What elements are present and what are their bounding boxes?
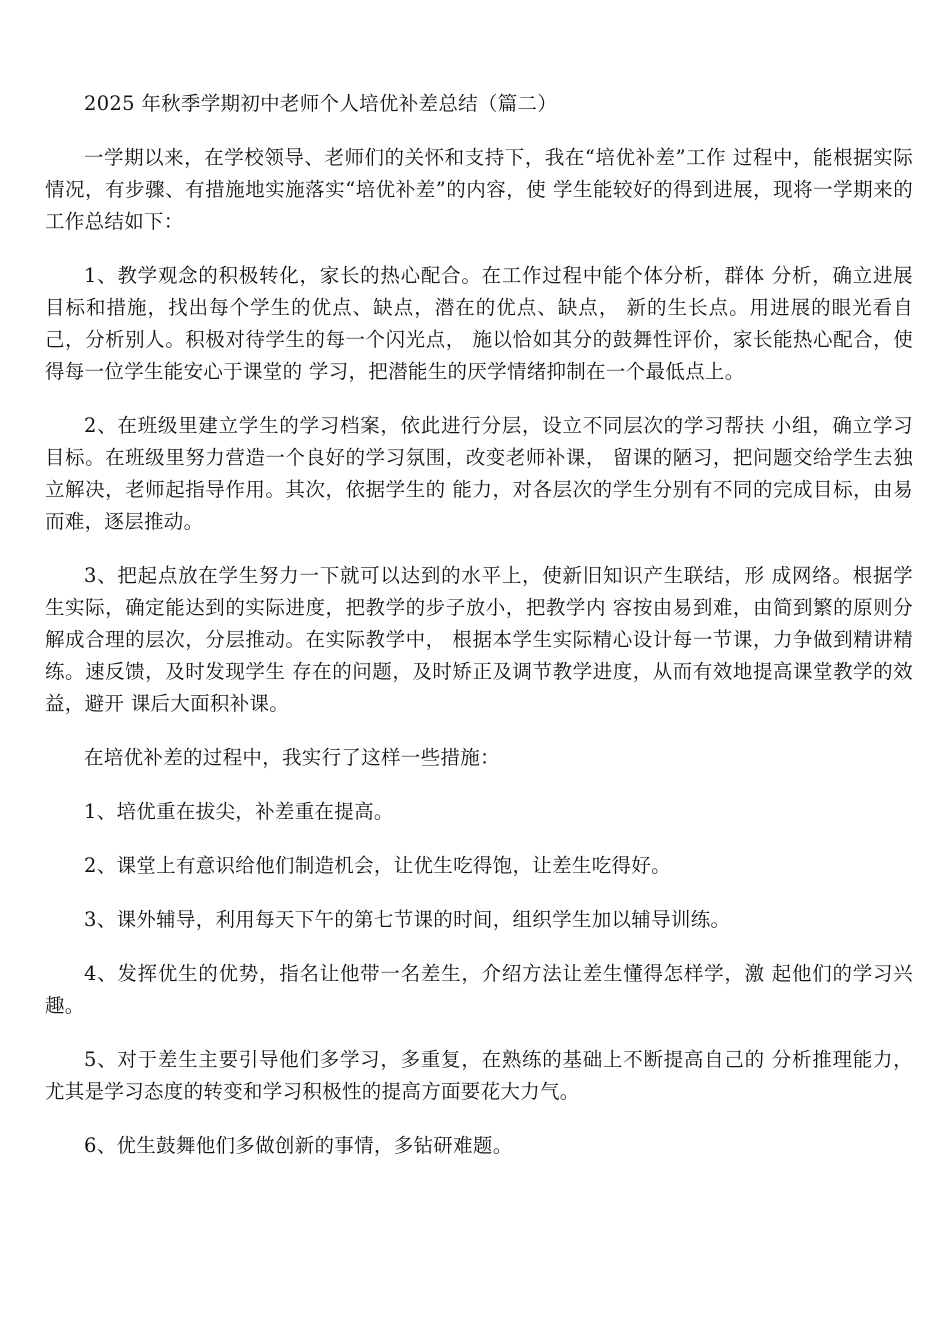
measures-intro-paragraph: 在培优补差的过程中，我实行了这样一些措施：	[84, 746, 500, 769]
document-title: 2025 年秋季学期初中老师个人培优补差总结（篇二）	[84, 92, 558, 115]
document-body	[45, 88, 913, 1184]
measure-2-paragraph: 2、课堂上有意识给他们制造机会，让优生吃得饱，让差生吃得好。	[84, 854, 671, 877]
measure-1-paragraph: 1、培优重在拔尖，补差重在提高。	[84, 800, 394, 823]
measure-3-paragraph: 3、课外辅导，利用每天下午的第七节课的时间，组织学生加以辅导训练。	[84, 908, 731, 931]
point-2-paragraph: 2、在班级里建立学生的学习档案，依此进行分层，设立不同层次的学习帮扶 小组，确立学习目标。在班级里努力营造一个良好的学习氛围，改变老师补课， 留课的陋习，把问题交给学生去独立解决，老师起指导作用。其次，依据学生的 能力，对各层次的学生分别有不同的完成目标，由易而难，逐层推动。	[45, 414, 913, 533]
measure-5-paragraph: 5、对于差生主要引导他们多学习，多重复，在熟练的基础上不断提高自己的 分析推理能力，尤其是学习态度的转变和学习积极性的提高方面要花大力气。	[45, 1048, 913, 1103]
measure-6-paragraph: 6、优生鼓舞他们多做创新的事情，多钻研难题。	[84, 1134, 513, 1157]
point-1-paragraph: 1、教学观念的积极转化，家长的热心配合。在工作过程中能个体分析，群体 分析，确立进展目标和措施，找出每个学生的优点、缺点，潜在的优点、缺点， 新的生长点。用进展的眼光看自己，分析别人。积极对待学生的每一个闪光点， 施以恰如其分的鼓舞性评价，家长能热心配合，使得每一位学生能安心于课堂的 学习，把潜能生的厌学情绪抑制在一个最低点上。	[45, 264, 913, 383]
measure-4-paragraph: 4、发挥优生的优势，指名让他带一名差生，介绍方法让差生懂得怎样学，激 起他们的学习兴趣。	[45, 962, 913, 1017]
point-3-paragraph: 3、把起点放在学生努力一下就可以达到的水平上，使新旧知识产生联结，形 成网络。根据学生实际，确定能达到的实际进度，把教学的步子放小，把教学内 容按由易到难，由简到繁的原则分解成合理的层次，分层推动。在实际教学中， 根据本学生实际精心设计每一节课，力争做到精讲精练。速反馈，及时发现学生 存在的问题，及时矫正及调节教学进度，从而有效地提高课堂教学的效益，避开 课后大面积补课。	[45, 564, 913, 715]
intro-paragraph: 一学期以来，在学校领导、老师们的关怀和支持下，我在“培优补差”工作 过程中，能根据实际情况，有步骤、有措施地实施落实“培优补差”的内容，使 学生能较好的得到进展，现将一学期来的工作总结如下：	[45, 146, 913, 233]
